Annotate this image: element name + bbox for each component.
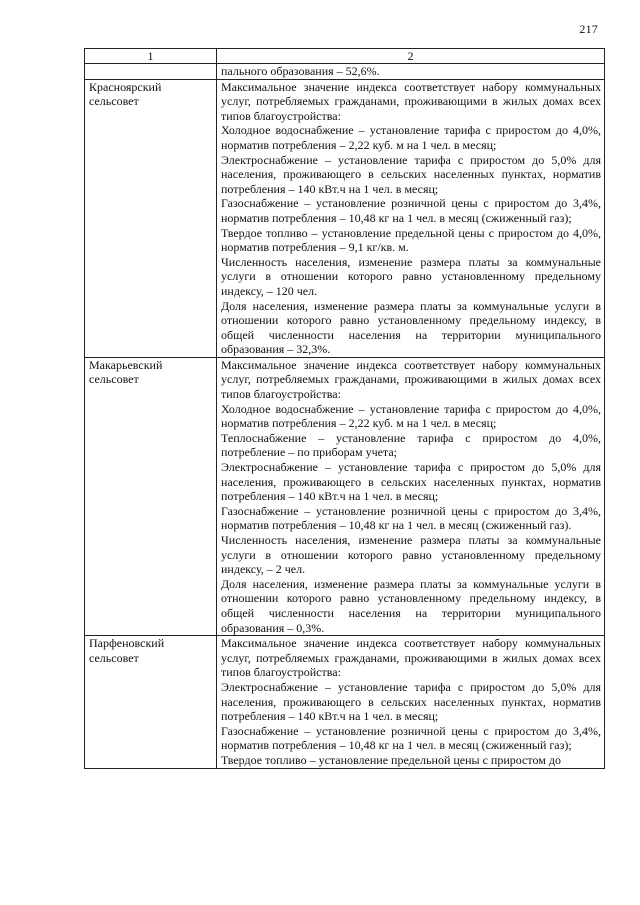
municipal-index-table — [84, 48, 605, 769]
description-cell — [217, 64, 605, 80]
description-paragraph: Электроснабжение – установление тарифа с приростом до 5,0% для населения, проживающего в сельских населенных пунктах, норматив потребления – 140 кВт.ч на 1 чел. в месяц; — [221, 152, 601, 196]
description-paragraph: Доля населения, изменение размера платы за коммунальные услуги в отношении которого равно установленному предельному индексу, в общей численности населения на территории муниципального образования – 0,3%. — [221, 576, 601, 635]
table-row — [85, 636, 605, 768]
description-cell — [217, 79, 605, 357]
municipality-name — [85, 64, 217, 80]
column-header-1: 1 — [85, 49, 217, 64]
page-number: 217 — [579, 22, 598, 36]
description-cell — [217, 357, 605, 635]
description-paragraph: Газоснабжение – установление розничной цены с приростом до 3,4%, норматив потребления – 10,48 кг на 1 чел. в месяц (сжиженный газ); — [221, 196, 601, 225]
municipality-name: Красноярский сельсовет — [85, 79, 217, 357]
description-paragraph: Твердое топливо – установление предельной цены с приростом до 4,0%, норматив потребления – 9,1 кг/кв. м. — [221, 225, 601, 255]
description-paragraph: Максимальное значение индекса соответствует набору коммунальных услуг, потребляемых гражданами, проживающими в жилых домах всех типов благоустройства: — [221, 636, 601, 680]
table-row — [85, 64, 605, 80]
description-paragraph: Максимальное значение индекса соответствует набору коммунальных услуг, потребляемых гражданами, проживающими в жилых домах всех типов благоустройства: — [221, 357, 601, 402]
description-paragraph: Электроснабжение – установление тарифа с приростом до 5,0% для населения, проживающего в сельских населенных пунктах, норматив потребления – 140 кВт.ч на 1 чел. в месяц; — [221, 679, 601, 724]
description-paragraph: Численность населения, изменение размера платы за коммунальные услуги в отношении которого равно установленному предельному индексу, – 2 чел. — [221, 533, 601, 577]
description-paragraph: Доля населения, изменение размера платы за коммунальные услуги в отношении которого равно установленному предельному индексу, в общей численности населения на территории муниципального образования – 32,3%. — [221, 298, 601, 357]
description-paragraph: Газоснабжение – установление розничной цены с приростом до 3,4%, норматив потребления – 10,48 кг на 1 чел. в месяц (сжиженный газ); — [221, 723, 601, 753]
description-paragraph: Холодное водоснабжение – установление тарифа с приростом до 4,0%, норматив потребления – 2,22 куб. м на 1 чел. в месяц; — [221, 401, 601, 431]
column-header-2: 2 — [217, 49, 605, 64]
description-paragraph: Газоснабжение – установление розничной цены с приростом до 3,4%, норматив потребления – 10,48 кг на 1 чел. в месяц (сжиженный газ). — [221, 503, 601, 533]
description-paragraph: Твердое топливо – установление предельной цены с приростом до — [221, 752, 561, 767]
description-paragraph: Холодное водоснабжение – установление тарифа с приростом до 4,0%, норматив потребления – 2,22 куб. м на 1 чел. в месяц; — [221, 123, 601, 152]
description-cell — [217, 636, 605, 768]
description-paragraph: Теплоснабжение – установление тарифа с приростом до 4,0%, потребление – по приборам учета; — [221, 430, 601, 460]
description-paragraph: Максимальное значение индекса соответствует набору коммунальных услуг, потребляемых гражданами, проживающими в жилых домах всех типов благоустройства: — [221, 79, 601, 123]
description-paragraph: Электроснабжение – установление тарифа с приростом до 5,0% для населения, проживающего в сельских населенных пунктах, норматив потребления – 140 кВт.ч на 1 чел. в месяц; — [221, 460, 601, 504]
description-paragraph: пального образования – 52,6%. — [221, 64, 380, 78]
description-paragraph: Численность населения, изменение размера платы за коммунальные услуги в отношении которого равно установленному предельному индексу, – 120 чел. — [221, 254, 601, 298]
municipality-name: Макарьевский сельсовет — [85, 357, 217, 635]
table-row — [85, 79, 605, 357]
municipality-name: Парфеновский сельсовет — [85, 636, 217, 768]
table-header-row — [85, 49, 605, 64]
table-row — [85, 357, 605, 635]
